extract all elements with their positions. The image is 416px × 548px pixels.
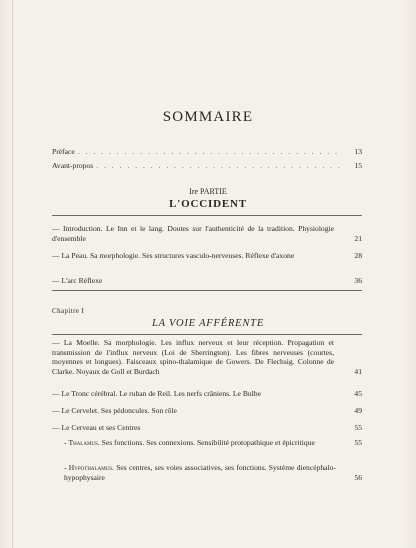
- toc-entry-text: — La Moelle. Sa morphologie. Les influx nerveux et leur réception. Propagation et transmission de l'influx nerveux (Loi de Sherrington). Les fibres nerveuses (courtes, moyennes et longues). Faisceaux spino-thalamique de Gowers. De Flechsig. Colonne de Clarke. Noyaux de Goll et Burdach: [52, 338, 334, 376]
- chapter-rule: [52, 334, 362, 335]
- subentry-term: Thalamus: [68, 438, 98, 447]
- page-title: SOMMAIRE: [162, 109, 254, 125]
- toc-entry-label: Préface: [52, 147, 75, 156]
- toc-entry-avant-propos: [52, 161, 362, 171]
- chapter-label: Chapitre I: [52, 307, 85, 315]
- toc-entry-text: - Thalamus. Ses fonctions. Ses connexions. Sensibilité protopathique et épicritique: [64, 438, 315, 447]
- page-fold-line: [12, 0, 13, 548]
- toc-page-number: 45: [354, 389, 362, 398]
- part-title: L'OCCIDENT: [169, 198, 247, 210]
- toc-page-number: 15: [354, 161, 362, 170]
- chapter-title: LA VOIE AFFÉRENTE: [151, 318, 265, 329]
- toc-page-number: 28: [354, 251, 362, 260]
- toc-page-number: 36: [354, 276, 362, 285]
- toc-page-number: 55: [354, 438, 362, 447]
- toc-entry-text: — L'arc Réflexe: [52, 276, 103, 285]
- toc-entry: [52, 251, 362, 261]
- toc-page-number: 41: [354, 366, 362, 376]
- leader-dots: [96, 161, 343, 171]
- toc-entry: [52, 224, 362, 243]
- toc-entry-text: - Hypothalamus. Ses centres, ses voies associatives, ses fonctions. Système diencéphalo-hypophysaire: [64, 463, 336, 482]
- part-rule: [52, 215, 362, 216]
- toc-entry-text: — La Peau. Sa morphologie. Ses structures vasculo-nerveuses. Réflexe d'axone: [52, 251, 295, 260]
- toc-entry: [52, 338, 362, 376]
- toc-entry: [52, 389, 362, 399]
- toc-entry-preface: [52, 147, 362, 157]
- toc-entry-text: — Le Cervelet. Ses pédoncules. Son rôle: [52, 406, 177, 415]
- toc-entry: [52, 423, 362, 433]
- toc-entry: [52, 276, 362, 286]
- toc-entry-text: — Introduction. Le Inn et le lang. Doutes sur l'authenticité de la tradition. Physiologie d'ensemble: [52, 224, 334, 243]
- subentry-term: Hypothalamus: [68, 463, 113, 472]
- toc-page-number: 56: [354, 472, 362, 482]
- toc-entry-text: — Le Cerveau et ses Centres: [52, 423, 141, 432]
- toc-entry: [52, 406, 362, 416]
- toc-page-number: 13: [354, 147, 362, 156]
- section-rule: [52, 290, 362, 291]
- part-number: [0, 187, 416, 196]
- toc-page-number: 55: [354, 423, 362, 432]
- toc-page-number: 49: [354, 406, 362, 415]
- part-number-text: Ire PARTIE: [189, 187, 227, 196]
- toc-page-number: 21: [354, 233, 362, 243]
- toc-subentry: [64, 438, 362, 448]
- leader-dots: [78, 147, 343, 157]
- toc-subentry: [64, 463, 362, 482]
- subentry-text: . Ses centres, ses voies associatives, ses fonctions. Système diencéphalo-hypophysaire: [64, 463, 336, 482]
- subentry-text: . Ses fonctions. Ses connexions. Sensibilité protopathique et épicritique: [97, 438, 315, 447]
- toc-entry-label: Avant-propos: [52, 161, 94, 170]
- toc-entry-text: — Le Tronc cérébral. Le ruban de Reil. Les nerfs crâniens. Le Bulbe: [52, 389, 261, 398]
